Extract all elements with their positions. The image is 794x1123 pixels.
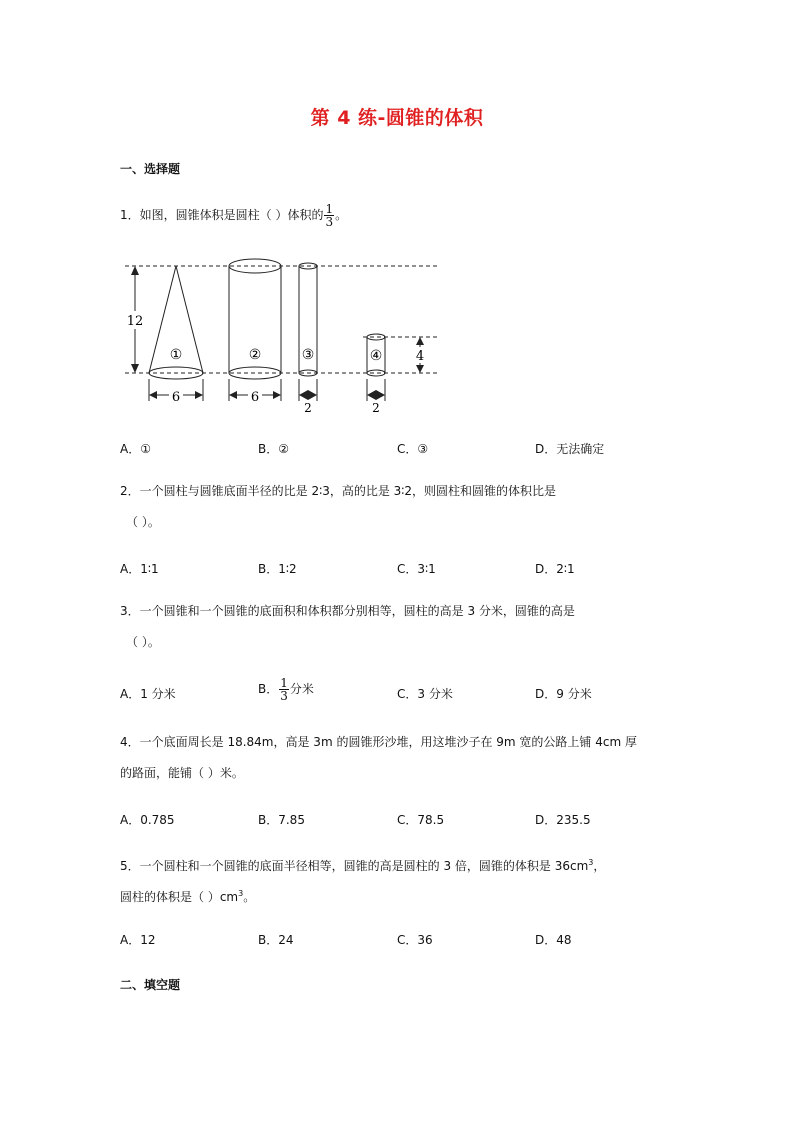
question-5-line-1 <box>120 856 605 873</box>
question-3-line-2: （ ）。 <box>126 635 160 649</box>
section-heading-fill: 二、填空题 <box>120 978 181 992</box>
arrowhead-up <box>131 266 139 275</box>
q2-option-b[interactable]: B．1∶2 <box>258 562 297 576</box>
cylinder-4-base <box>367 370 385 376</box>
question-1 <box>120 203 347 228</box>
q3-option-b-fraction <box>279 677 289 702</box>
q2-option-c[interactable]: C．3∶1 <box>397 562 436 576</box>
fraction-denominator: 3 <box>325 215 334 229</box>
question-3-line-1: 3．一个圆锥和一个圆锥的底面积和体积都分别相等，圆柱的高是 3 分米，圆锥的高是 <box>120 604 575 618</box>
fraction-numerator: 1 <box>280 676 288 690</box>
q5-option-b[interactable]: B．24 <box>258 933 294 947</box>
q3-option-d[interactable]: D．9 分米 <box>535 687 592 701</box>
q5-option-c[interactable]: C．36 <box>397 933 433 947</box>
question-1-figure <box>115 255 445 415</box>
question-2-line-1: 2．一个圆柱与圆锥底面半径的比是 2∶3，高的比是 3∶2，则圆柱和圆锥的体积比是 <box>120 484 557 498</box>
q1-option-c[interactable]: C．③ <box>397 442 429 456</box>
question-1-text: 1．如图，圆锥体积是圆柱（ ）体积的 <box>120 208 324 222</box>
section-heading-choice: 一、选择题 <box>120 162 181 176</box>
cylinder-4-width-label: 2 <box>372 401 380 415</box>
cone-width-label: 6 <box>171 390 181 405</box>
question-5-line-2-text: 圆柱的体积是（ ）cm <box>120 890 239 904</box>
q1-option-b[interactable]: B．② <box>258 442 289 456</box>
q3-option-b[interactable] <box>258 677 314 702</box>
q4-option-c[interactable]: C．78.5 <box>397 813 445 827</box>
question-4-line-2: 的路面，能铺（ ）米。 <box>120 766 244 780</box>
figure-label-2: ② <box>248 347 262 363</box>
question-1-tail: 。 <box>335 208 348 222</box>
cylinder-3-width-label: 2 <box>304 401 312 415</box>
q1-option-d[interactable]: D．无法确定 <box>535 442 605 456</box>
q3-option-a[interactable]: A．1 分米 <box>120 687 176 701</box>
question-2-line-2: （ ）。 <box>126 515 160 529</box>
question-4-line-1: 4．一个底面周长是 18.84m，高是 3m 的圆锥形沙堆，用这堆沙子在 9m 宽的公路上铺 4cm 厚 <box>120 735 637 749</box>
cylinder-4-top <box>367 334 385 340</box>
question-5-line-2-tail: 。 <box>243 890 256 904</box>
q1-option-a[interactable]: A．① <box>120 442 151 456</box>
fraction-denominator: 3 <box>280 689 288 703</box>
fraction-numerator: 1 <box>325 202 334 216</box>
q2-option-d[interactable]: D．2∶1 <box>535 562 575 576</box>
q3-option-b-letter: B． <box>258 682 279 696</box>
q4-option-d[interactable]: D．235.5 <box>535 813 591 827</box>
question-5-line-1-text: 5．一个圆柱和一个圆锥的底面半径相等，圆锥的高是圆柱的 3 倍，圆锥的体积是 36cm <box>120 859 589 873</box>
figure-label-4: ④ <box>369 348 383 364</box>
figure-label-1: ① <box>169 347 183 363</box>
q5-option-a[interactable]: A．12 <box>120 933 156 947</box>
q2-option-a[interactable]: A．1∶1 <box>120 562 159 576</box>
q3-option-b-unit: 分米 <box>289 682 314 696</box>
q3-option-c[interactable]: C．3 分米 <box>397 687 453 701</box>
q4-option-b[interactable]: B．7.85 <box>258 813 305 827</box>
page-title: 第 4 练-圆锥的体积 <box>310 107 484 129</box>
superscript: 3 <box>238 889 244 898</box>
cylinder-width-label: 6 <box>250 390 260 405</box>
height-label-12: 12 <box>126 314 144 329</box>
q5-option-d[interactable]: D．48 <box>535 933 572 947</box>
question-5-line-2 <box>120 887 255 904</box>
small-height-label: 4 <box>415 349 425 364</box>
question-1-fraction <box>324 203 334 228</box>
arrowhead-down <box>131 364 139 373</box>
question-5-line-1-tail: ， <box>593 859 606 873</box>
q4-option-a[interactable]: A．0.785 <box>120 813 175 827</box>
superscript: 3 <box>588 858 594 867</box>
figure-label-3: ③ <box>301 347 315 363</box>
